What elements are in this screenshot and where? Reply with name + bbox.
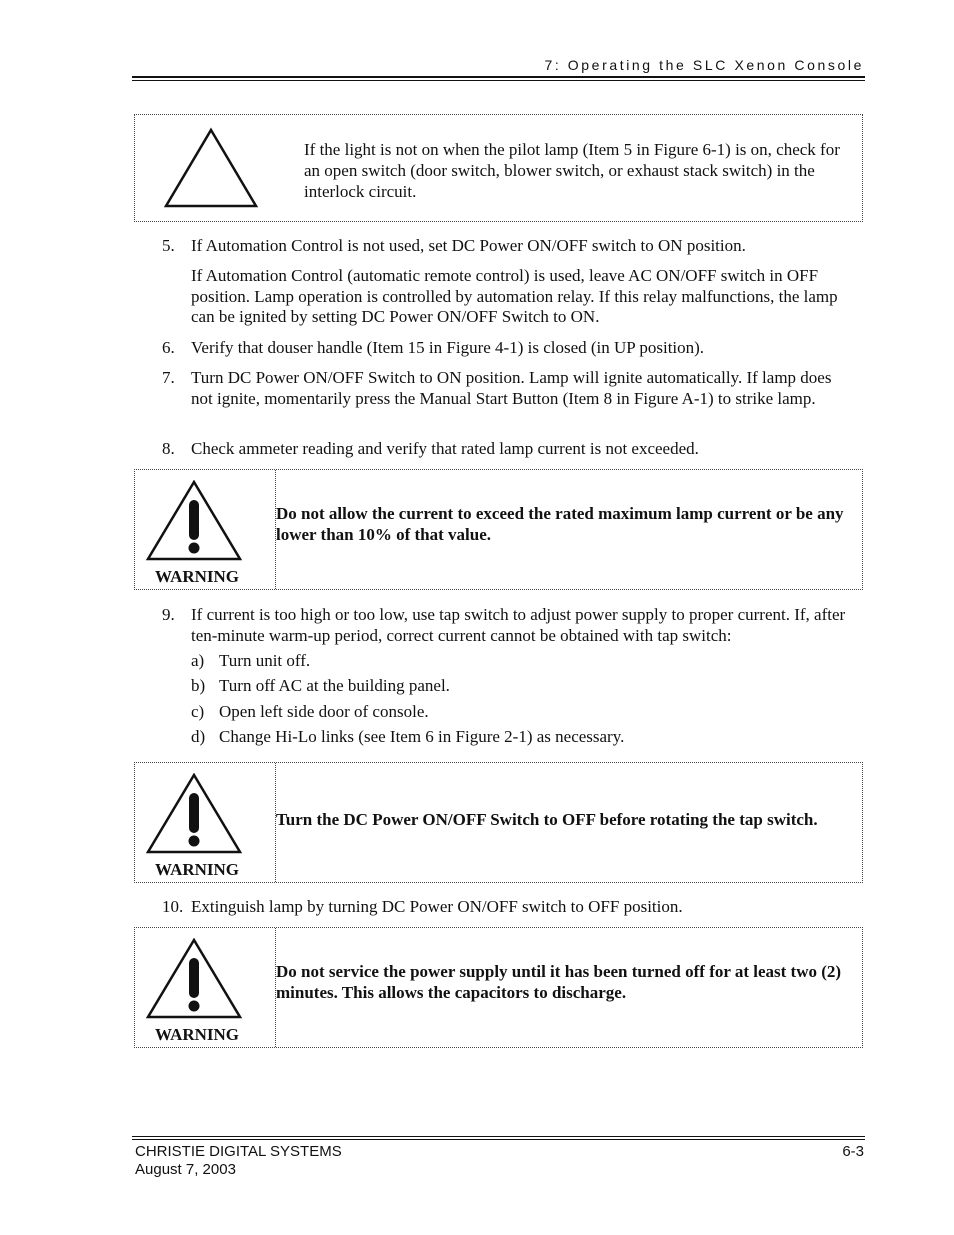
step-text: Extinguish lamp by turning DC Power ON/OFF switch to OFF position. <box>191 897 683 916</box>
step-text: If Automation Control (automatic remote control) is used, leave AC ON/OFF switch in OFF position. Lamp operation is controlled by automation relay. If this relay malfunctions, the lamp can be ignited by setting DC Power ON/OFF Switch to ON. <box>191 266 838 326</box>
warning-exclamation-icon <box>145 480 243 562</box>
note-box <box>134 114 863 222</box>
footer-date: August 7, 2003 <box>135 1161 236 1178</box>
step-number: 8. <box>162 439 175 458</box>
caution-triangle-icon <box>163 127 259 209</box>
warning-exclamation-icon <box>145 938 243 1020</box>
warning-box <box>134 927 863 1048</box>
header-rule-thin <box>132 80 865 81</box>
warning-exclamation-icon <box>145 773 243 855</box>
footer-company: CHRISTIE DIGITAL SYSTEMS <box>135 1143 342 1160</box>
substep-letter: c) <box>191 702 205 721</box>
step-text: If Automation Control is not used, set DC Power ON/OFF switch to ON position. <box>191 236 746 255</box>
substep-letter: a) <box>191 651 205 670</box>
warning-label: WARNING <box>154 1025 240 1044</box>
substep-letter: b) <box>191 676 206 695</box>
step-text: If current is too high or too low, use tap switch to adjust power supply to proper current. If, after ten-minute warm-up period, correct current cannot be obtained with tap switch: <box>191 605 846 645</box>
warning-text: Do not service the power supply until it has been turned off for at least two (2) minutes. This allows the capacitors to discharge. <box>276 962 842 1002</box>
warning-label: WARNING <box>154 860 240 879</box>
footer-rule <box>132 1136 865 1137</box>
step-number: 10. <box>162 897 184 916</box>
warning-box <box>134 469 863 590</box>
step-text: Check ammeter reading and verify that rated lamp current is not exceeded. <box>191 439 699 458</box>
running-header: 7: Operating the SLC Xenon Console <box>544 57 864 73</box>
step-number: 9. <box>162 605 175 624</box>
warning-text: Turn the DC Power ON/OFF Switch to OFF before rotating the tap switch. <box>276 810 818 829</box>
warning-label: WARNING <box>154 567 240 586</box>
note-text: If the light is not on when the pilot lamp (Item 5 in Figure 6-1) is on, check for an open switch (door switch, blower switch, or exhaust stack switch) in the interlock circuit. <box>304 140 840 201</box>
warning-box <box>134 762 863 883</box>
step-text: Verify that douser handle (Item 15 in Figure 4-1) is closed (in UP position). <box>191 338 705 357</box>
substep-text: Turn off AC at the building panel. <box>219 676 450 695</box>
warning-text: Do not allow the current to exceed the rated maximum lamp current or be any lower than 10% of that value. <box>276 504 844 544</box>
substep-text: Turn unit off. <box>219 651 311 670</box>
step-text: Turn DC Power ON/OFF Switch to ON position. Lamp will ignite automatically. If lamp does not ignite, momentarily press the Manual Start Button (Item 8 in Figure A-1) to strike lamp. <box>191 368 832 408</box>
substep-text: Open left side door of console. <box>219 702 429 721</box>
footer-rule-thin <box>132 1139 865 1140</box>
footer-page-number: 6-3 <box>842 1143 864 1160</box>
substep-letter: d) <box>191 727 206 746</box>
substep-text: Change Hi-Lo links (see Item 6 in Figure 2-1) as necessary. <box>219 727 625 746</box>
header-rule <box>132 76 865 78</box>
step-number: 7. <box>162 368 175 387</box>
step-number: 6. <box>162 338 175 357</box>
step-number: 5. <box>162 236 175 255</box>
